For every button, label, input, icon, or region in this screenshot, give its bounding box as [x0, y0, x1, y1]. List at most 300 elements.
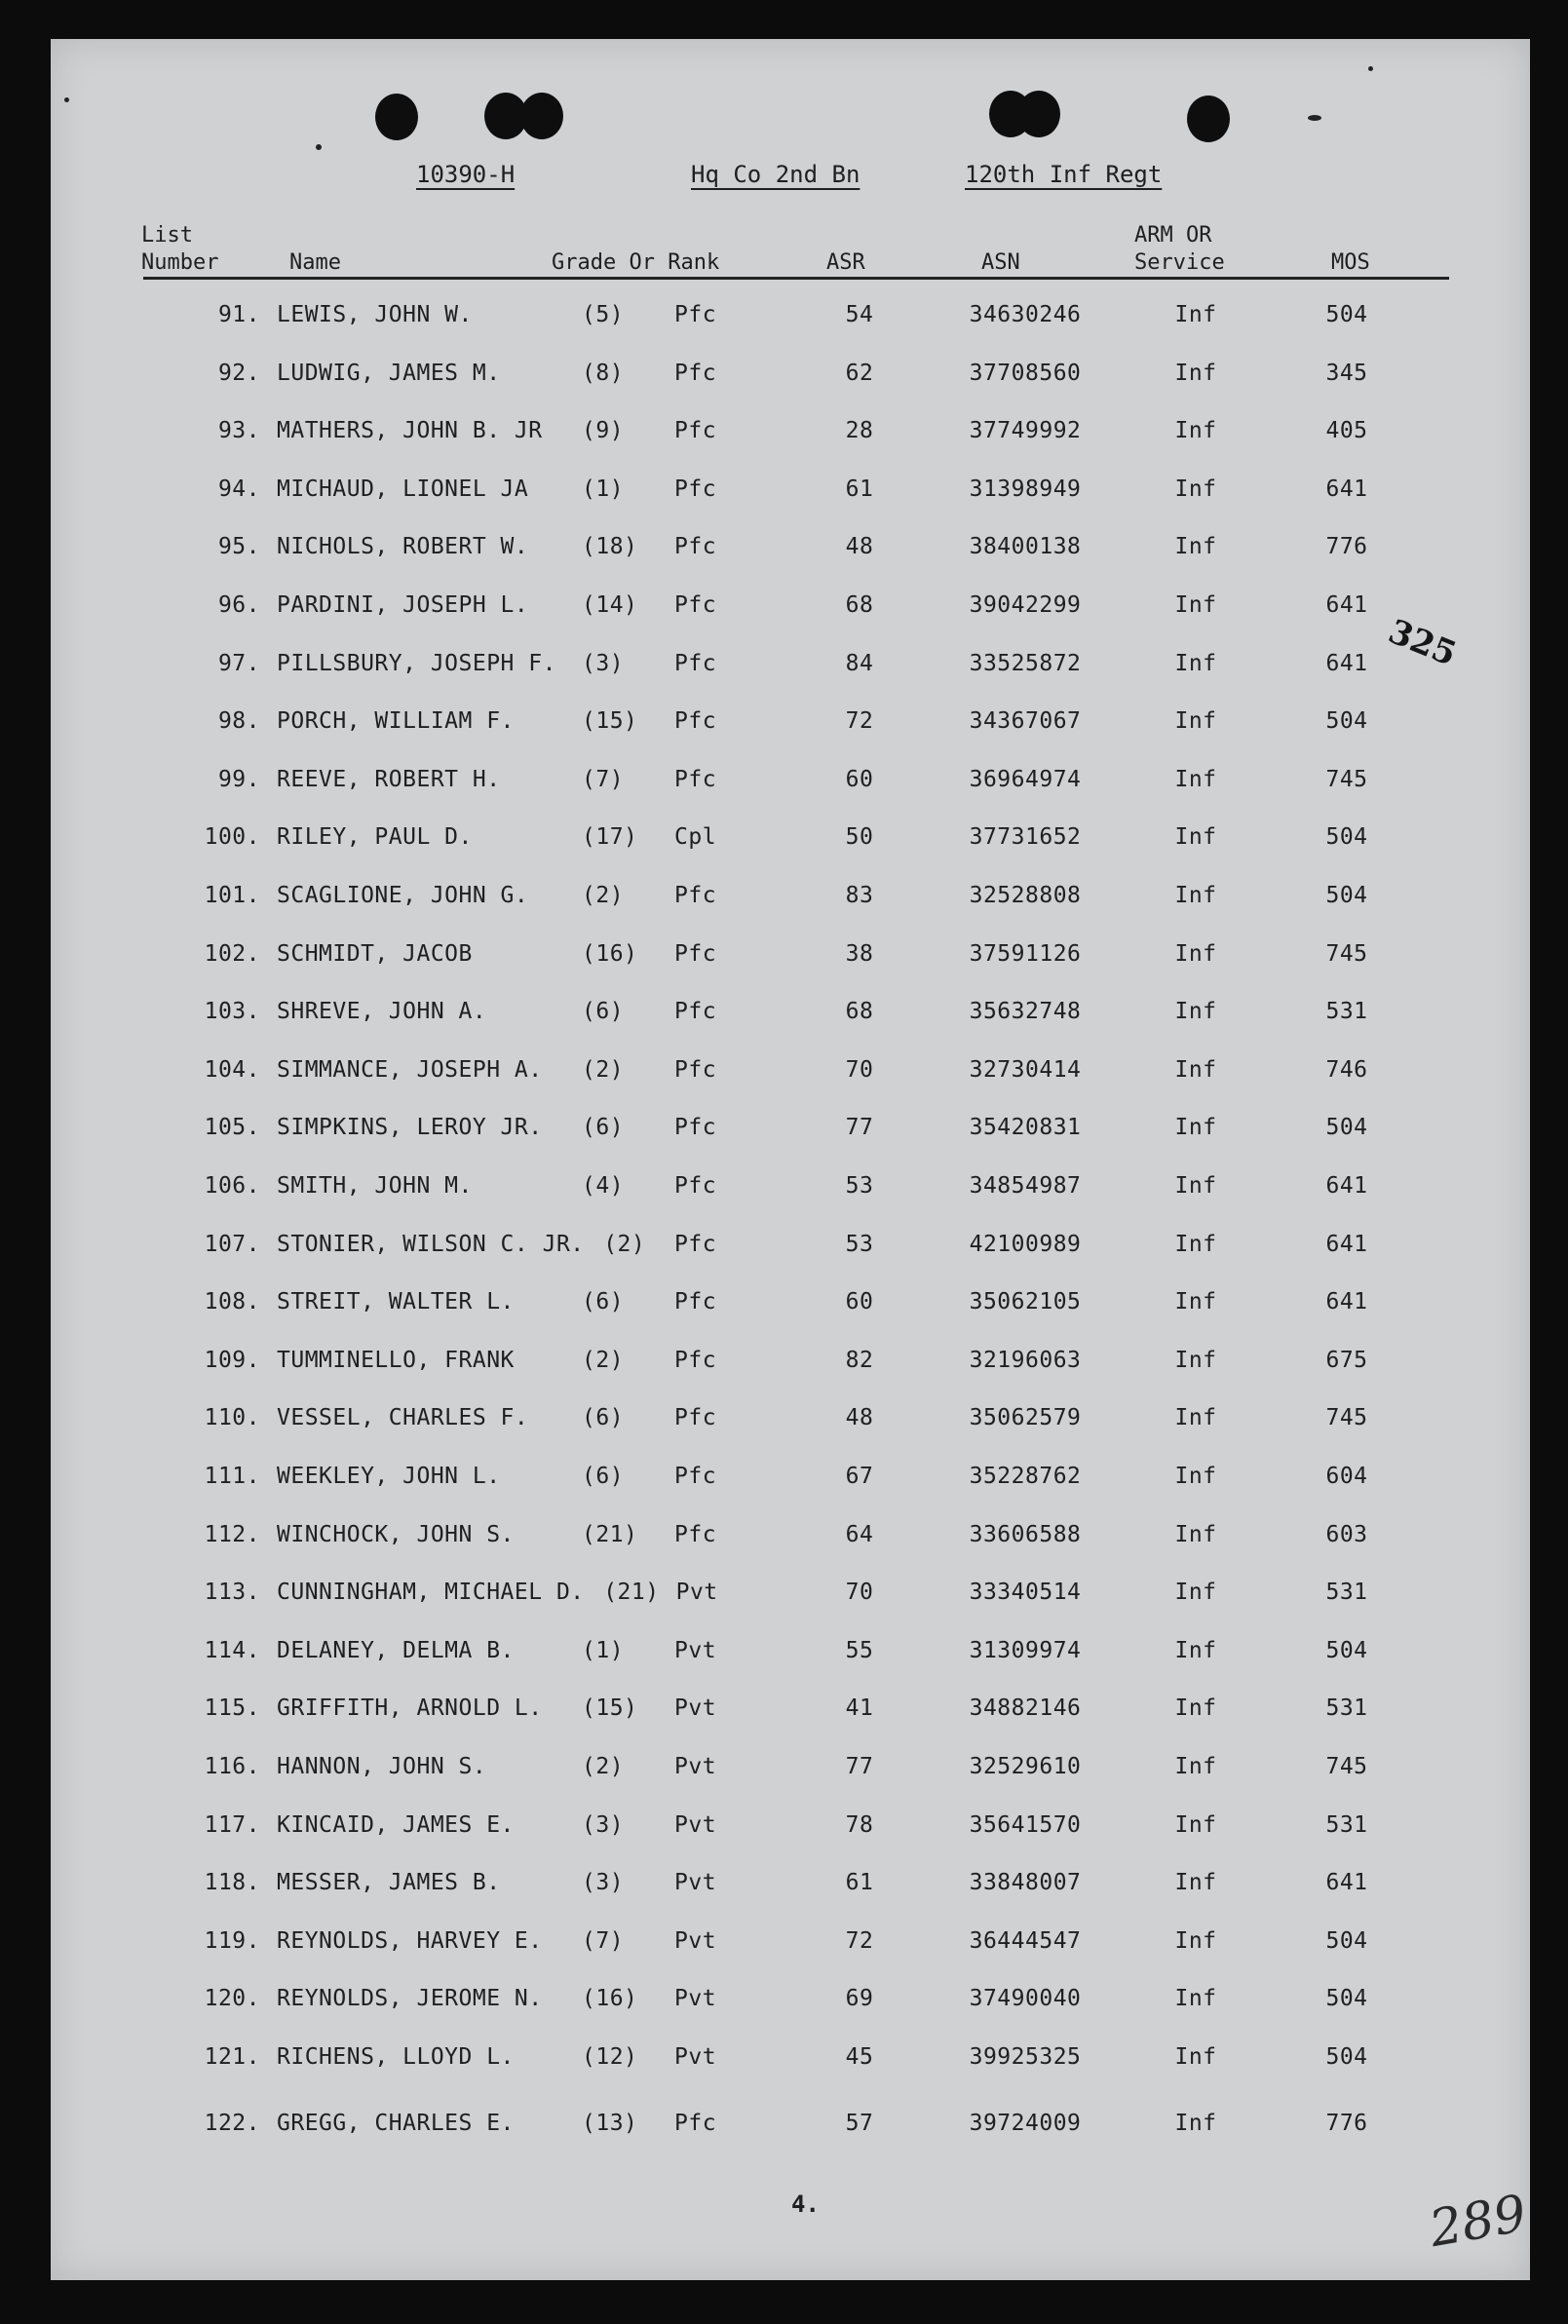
row-asn: 34882146 — [969, 1695, 1082, 1722]
row-name: STREIT, WALTER L. — [277, 1289, 515, 1315]
row-asn: 34367067 — [969, 708, 1082, 735]
row-number: 122. — [204, 2110, 260, 2136]
col-arm-service: ARM OR Service — [1134, 223, 1225, 275]
row-name: MATHERS, JOHN B. JR — [277, 418, 543, 444]
row-arm: Inf — [1174, 766, 1217, 792]
row-mos: 604 — [1325, 1464, 1368, 1489]
row-asr: 64 — [845, 1521, 874, 1547]
row-grade: Pfc — [674, 1231, 717, 1257]
document-page — [51, 39, 1530, 2280]
row-asr: 77 — [845, 1115, 874, 1141]
row-number: 96. — [217, 592, 260, 618]
row-number: 119. — [204, 1927, 260, 1954]
row-asn: 37591126 — [969, 940, 1082, 967]
row-arm: Inf — [1174, 1927, 1217, 1954]
row-mos: 504 — [1325, 1986, 1368, 2012]
table-row — [51, 476, 1530, 515]
row-code: (3) — [582, 1870, 625, 1896]
row-asr: 77 — [845, 1754, 874, 1779]
row-name: SMITH, JOHN M. — [277, 1173, 473, 1199]
row-number: 101. — [204, 883, 260, 908]
row-code: (18) — [582, 534, 638, 560]
row-grade: Pfc — [674, 360, 717, 386]
row-mos: 603 — [1325, 1521, 1368, 1547]
row-asn: 35062105 — [969, 1289, 1082, 1315]
row-mos: 745 — [1325, 766, 1368, 792]
row-name: KINCAID, JAMES E. — [277, 1811, 515, 1838]
row-mos: 641 — [1325, 1231, 1368, 1257]
row-number: 91. — [217, 302, 260, 327]
row-arm: Inf — [1174, 1870, 1217, 1896]
row-number: 117. — [204, 1811, 260, 1838]
row-grade: Pvt — [674, 1870, 717, 1896]
table-row — [51, 883, 1530, 922]
row-asr: 38 — [845, 940, 874, 967]
table-row — [51, 1870, 1530, 1909]
row-grade: Pfc — [674, 1347, 717, 1373]
row-arm: Inf — [1174, 592, 1217, 618]
row-arm: Inf — [1174, 2110, 1217, 2136]
row-asn: 37731652 — [969, 824, 1082, 851]
row-arm: Inf — [1174, 534, 1217, 560]
row-number: 102. — [204, 940, 260, 967]
row-number: 98. — [217, 708, 260, 735]
table-row — [51, 767, 1530, 806]
row-asr: 45 — [845, 2044, 874, 2070]
row-asn: 36964974 — [969, 766, 1082, 792]
row-code: (2) — [582, 883, 625, 908]
table-row — [51, 1986, 1530, 2025]
row-name: SIMPKINS, LEROY JR. — [277, 1115, 543, 1141]
row-grade: Pfc — [674, 940, 717, 967]
row-number: 111. — [204, 1464, 260, 1489]
row-arm: Inf — [1174, 1289, 1217, 1315]
row-number: 110. — [204, 1405, 260, 1431]
row-grade: Pfc — [674, 302, 717, 327]
row-asr: 70 — [845, 1056, 874, 1083]
row-number: 107. — [204, 1231, 260, 1257]
handwritten-number: 289 — [1425, 2184, 1531, 2260]
row-asn: 33340514 — [969, 1580, 1082, 1606]
row-number: 99. — [217, 766, 260, 792]
table-row — [51, 1580, 1530, 1619]
row-code: (16) — [582, 940, 638, 967]
page-number: 4. — [791, 2191, 820, 2218]
row-asn: 33606588 — [969, 1521, 1082, 1547]
row-arm: Inf — [1174, 1173, 1217, 1199]
row-name: GREGG, CHARLES E. — [277, 2110, 515, 2136]
row-grade: Pfc — [674, 1056, 717, 1083]
row-grade: Pvt — [674, 1695, 717, 1722]
row-code: (6) — [582, 1405, 625, 1431]
row-asn: 32528808 — [969, 883, 1082, 908]
table-row — [51, 941, 1530, 980]
row-number: 115. — [204, 1695, 260, 1722]
table-row — [51, 2111, 1530, 2150]
row-arm: Inf — [1174, 883, 1217, 908]
row-code: (16) — [582, 1986, 638, 2012]
row-asr: 48 — [845, 1405, 874, 1431]
row-arm: Inf — [1174, 2044, 1217, 2070]
row-arm: Inf — [1174, 1231, 1217, 1257]
row-name: SHREVE, JOHN A. — [277, 999, 487, 1025]
row-name: MESSER, JAMES B. — [277, 1870, 501, 1896]
row-arm: Inf — [1174, 1580, 1217, 1606]
row-mos: 776 — [1325, 534, 1368, 560]
row-mos: 504 — [1325, 1637, 1368, 1663]
row-arm: Inf — [1174, 1115, 1217, 1141]
col-grade: Grade Or Rank — [552, 250, 720, 275]
table-row — [51, 592, 1530, 631]
row-number: 112. — [204, 1521, 260, 1547]
row-name: WINCHOCK, JOHN S. — [277, 1521, 515, 1547]
table-row — [51, 1695, 1530, 1734]
row-asr: 28 — [845, 418, 874, 444]
row-mos: 504 — [1325, 708, 1368, 735]
row-grade: Pfc — [674, 1464, 717, 1489]
row-code: (8) — [582, 360, 625, 386]
row-arm: Inf — [1174, 1347, 1217, 1373]
row-mos: 745 — [1325, 940, 1368, 967]
row-name: GRIFFITH, ARNOLD L. — [277, 1695, 543, 1722]
row-asn: 32529610 — [969, 1754, 1082, 1779]
table-row — [51, 1928, 1530, 1967]
row-asr: 50 — [845, 824, 874, 851]
row-grade: Pvt — [674, 1754, 717, 1779]
ink-fleck — [64, 97, 69, 102]
row-number: 109. — [204, 1347, 260, 1373]
row-code: (7) — [582, 1927, 625, 1954]
row-grade: Pfc — [674, 2110, 717, 2136]
row-asn: 31309974 — [969, 1637, 1082, 1663]
row-grade: Pfc — [674, 708, 717, 735]
row-asr: 41 — [845, 1695, 874, 1722]
row-grade: Pfc — [674, 1521, 717, 1547]
row-mos: 504 — [1325, 824, 1368, 851]
header-rule — [143, 277, 1449, 280]
row-arm: Inf — [1174, 1986, 1217, 2012]
regiment: 120th Inf Regt — [965, 161, 1163, 188]
row-name: REEVE, ROBERT H. — [277, 766, 501, 792]
punch-hole — [520, 93, 563, 139]
row-name: PILLSBURY, JOSEPH F. — [277, 650, 556, 676]
table-row — [51, 302, 1530, 341]
row-asn: 35632748 — [969, 999, 1082, 1025]
col-asn: ASN — [981, 250, 1020, 275]
row-grade: Pfc — [674, 999, 717, 1025]
row-asn: 42100989 — [969, 1231, 1082, 1257]
table-row — [51, 1115, 1530, 1154]
table-row — [51, 2044, 1530, 2083]
row-asn: 33525872 — [969, 650, 1082, 676]
row-code: (6) — [582, 999, 625, 1025]
table-row — [51, 708, 1530, 747]
row-grade: Pfc — [674, 592, 717, 618]
row-asn: 38400138 — [969, 534, 1082, 560]
row-code: (4) — [582, 1173, 625, 1199]
file-number: 10390-H — [416, 161, 516, 188]
table-row — [51, 1522, 1530, 1561]
row-asn: 34854987 — [969, 1173, 1082, 1199]
col-list-number: List Number — [141, 223, 219, 275]
row-asr: 48 — [845, 534, 874, 560]
row-mos: 641 — [1325, 592, 1368, 618]
row-name: HANNON, JOHN S. — [277, 1754, 487, 1779]
row-name: RICHENS, LLOYD L. — [277, 2044, 515, 2070]
row-mos: 531 — [1325, 1811, 1368, 1838]
row-asn: 32196063 — [969, 1347, 1082, 1373]
row-arm: Inf — [1174, 940, 1217, 967]
row-number: 100. — [204, 824, 260, 851]
row-asn: 31398949 — [969, 476, 1082, 502]
row-mos: 504 — [1325, 2044, 1368, 2070]
row-arm: Inf — [1174, 476, 1217, 502]
table-row — [51, 1289, 1530, 1328]
row-arm: Inf — [1174, 1056, 1217, 1083]
row-name: SIMMANCE, JOSEPH A. — [277, 1056, 543, 1083]
row-mos: 641 — [1325, 1870, 1368, 1896]
row-number: 106. — [204, 1173, 260, 1199]
row-grade: Pvt — [674, 1986, 717, 2012]
row-grade: Pvt — [674, 1637, 717, 1663]
row-asn: 39724009 — [969, 2110, 1082, 2136]
table-row — [51, 1057, 1530, 1096]
row-asr: 68 — [845, 592, 874, 618]
row-arm: Inf — [1174, 360, 1217, 386]
row-asn: 35062579 — [969, 1405, 1082, 1431]
row-name: CUNNINGHAM, MICHAEL D. — [277, 1580, 585, 1606]
row-name: DELANEY, DELMA B. — [277, 1637, 515, 1663]
row-asn: 33848007 — [969, 1870, 1082, 1896]
row-asn: 37708560 — [969, 360, 1082, 386]
row-asr: 61 — [845, 476, 874, 502]
row-grade: Pfc — [674, 418, 717, 444]
row-grade: Pfc — [674, 1115, 717, 1141]
row-mos: 641 — [1325, 1173, 1368, 1199]
row-asr: 68 — [845, 999, 874, 1025]
row-code: (2) — [582, 1754, 625, 1779]
row-arm: Inf — [1174, 1405, 1217, 1431]
row-name: NICHOLS, ROBERT W. — [277, 534, 529, 560]
row-number: 118. — [204, 1870, 260, 1896]
row-asr: 55 — [845, 1637, 874, 1663]
punch-hole — [375, 94, 418, 140]
row-code: (13) — [582, 2110, 638, 2136]
row-number: 114. — [204, 1637, 260, 1663]
row-arm: Inf — [1174, 418, 1217, 444]
row-mos: 531 — [1325, 1580, 1368, 1606]
row-asr: 60 — [845, 766, 874, 792]
row-name: PARDINI, JOSEPH L. — [277, 592, 529, 618]
table-row — [51, 1405, 1530, 1444]
row-mos: 641 — [1325, 650, 1368, 676]
row-mos: 641 — [1325, 476, 1368, 502]
ink-fleck — [316, 144, 322, 150]
row-arm: Inf — [1174, 650, 1217, 676]
row-name: SCAGLIONE, JOHN G. — [277, 883, 529, 908]
col-asr: ASR — [826, 250, 865, 275]
row-code: (6) — [582, 1464, 625, 1489]
row-grade: Pfc — [674, 1173, 717, 1199]
row-number: 104. — [204, 1056, 260, 1083]
row-arm: Inf — [1174, 1695, 1217, 1722]
row-grade: Pfc — [674, 883, 717, 908]
row-name: PORCH, WILLIAM F. — [277, 708, 515, 735]
row-asr: 72 — [845, 1927, 874, 1954]
row-mos: 504 — [1325, 302, 1368, 327]
row-arm: Inf — [1174, 302, 1217, 327]
row-number: 93. — [217, 418, 260, 444]
row-asr: 83 — [845, 883, 874, 908]
row-grade: Pfc — [674, 650, 717, 676]
row-name: RILEY, PAUL D. — [277, 824, 473, 851]
table-row — [51, 999, 1530, 1038]
row-grade: Cpl — [674, 824, 717, 851]
row-mos: 746 — [1325, 1056, 1368, 1083]
row-asn: 39042299 — [969, 592, 1082, 618]
table-row — [51, 1812, 1530, 1851]
row-name: REYNOLDS, JEROME N. — [277, 1986, 543, 2012]
row-code: (21) — [582, 1521, 638, 1547]
row-asr: 57 — [845, 2110, 874, 2136]
row-asr: 84 — [845, 650, 874, 676]
row-code: (14) — [582, 592, 638, 618]
row-name: SCHMIDT, JACOB — [277, 940, 473, 967]
row-arm: Inf — [1174, 1521, 1217, 1547]
table-row — [51, 418, 1530, 457]
row-asn: 39925325 — [969, 2044, 1082, 2070]
row-number: 121. — [204, 2044, 260, 2070]
row-arm: Inf — [1174, 1754, 1217, 1779]
row-name: REYNOLDS, HARVEY E. — [277, 1927, 543, 1954]
row-code: (2) — [582, 1347, 625, 1373]
table-row — [51, 534, 1530, 573]
row-mos: 641 — [1325, 1289, 1368, 1315]
row-mos: 504 — [1325, 1115, 1368, 1141]
row-asr: 62 — [845, 360, 874, 386]
row-number: 92. — [217, 360, 260, 386]
row-number: 95. — [217, 534, 260, 560]
row-grade: Pfc — [674, 1405, 717, 1431]
table-row — [51, 1173, 1530, 1212]
row-asr: 53 — [845, 1231, 874, 1257]
row-asr: 78 — [845, 1811, 874, 1838]
table-row — [51, 361, 1530, 400]
row-asn: 35420831 — [969, 1115, 1082, 1141]
table-row — [51, 1348, 1530, 1387]
row-code: (9) — [582, 418, 625, 444]
row-number: 103. — [204, 999, 260, 1025]
row-code: (6) — [582, 1289, 625, 1315]
row-mos: 776 — [1325, 2110, 1368, 2136]
row-grade: Pfc — [674, 1289, 717, 1315]
row-asr: 82 — [845, 1347, 874, 1373]
row-asn: 35228762 — [969, 1464, 1082, 1489]
table-row — [51, 1232, 1530, 1271]
row-asr: 69 — [845, 1986, 874, 2012]
row-arm: Inf — [1174, 1637, 1217, 1663]
row-mos: 745 — [1325, 1754, 1368, 1779]
table-row — [51, 651, 1530, 690]
row-code: (17) — [582, 824, 638, 851]
row-arm: Inf — [1174, 824, 1217, 851]
row-name: MICHAUD, LIONEL JA — [277, 476, 529, 502]
row-asn: 35641570 — [969, 1811, 1082, 1838]
punch-hole — [1187, 95, 1230, 142]
row-grade: Pvt — [674, 1811, 717, 1838]
row-asr: 61 — [845, 1870, 874, 1896]
row-name: STONIER, WILSON C. JR. — [277, 1231, 585, 1257]
table-row — [51, 824, 1530, 863]
row-grade: Pvt — [674, 2044, 717, 2070]
row-number: 97. — [217, 650, 260, 676]
row-code: (12) — [582, 2044, 638, 2070]
row-number: 108. — [204, 1289, 260, 1315]
row-number: 116. — [204, 1754, 260, 1779]
company-unit: Hq Co 2nd Bn — [691, 161, 860, 188]
row-code: (1) — [582, 476, 625, 502]
row-code: (6) — [582, 1115, 625, 1141]
row-code: (3) — [582, 1811, 625, 1838]
row-asr: 60 — [845, 1289, 874, 1315]
row-arm: Inf — [1174, 999, 1217, 1025]
row-mos: 531 — [1325, 999, 1368, 1025]
row-asn: 32730414 — [969, 1056, 1082, 1083]
row-grade: Pfc — [674, 476, 717, 502]
row-asr: 72 — [845, 708, 874, 735]
row-grade: Pvt — [674, 1927, 717, 1954]
row-number: 120. — [204, 1986, 260, 2012]
row-asn: 34630246 — [969, 302, 1082, 327]
row-mos: 675 — [1325, 1347, 1368, 1373]
row-asn: 37490040 — [969, 1986, 1082, 2012]
col-mos: MOS — [1331, 250, 1370, 275]
row-code: (15) — [582, 708, 638, 735]
row-name: LEWIS, JOHN W. — [277, 302, 473, 327]
row-asr: 67 — [845, 1464, 874, 1489]
row-name: WEEKLEY, JOHN L. — [277, 1464, 501, 1489]
row-number: 105. — [204, 1115, 260, 1141]
row-number: 113. — [204, 1580, 260, 1606]
row-mos: 745 — [1325, 1405, 1368, 1431]
row-code: (7) — [582, 766, 625, 792]
row-code: (2) — [603, 1231, 646, 1257]
row-name: LUDWIG, JAMES M. — [277, 360, 501, 386]
punch-hole — [1017, 91, 1060, 137]
row-asr: 54 — [845, 302, 874, 327]
stamped-number: 325 — [1383, 612, 1462, 674]
row-number: 94. — [217, 476, 260, 502]
row-grade: Pfc — [674, 766, 717, 792]
row-grade: Pfc — [674, 534, 717, 560]
row-mos: 504 — [1325, 883, 1368, 908]
row-arm: Inf — [1174, 708, 1217, 735]
row-code: (3) — [582, 650, 625, 676]
table-row — [51, 1638, 1530, 1677]
row-code: (21) — [603, 1580, 660, 1606]
row-asr: 53 — [845, 1173, 874, 1199]
row-arm: Inf — [1174, 1464, 1217, 1489]
row-code: (1) — [582, 1637, 625, 1663]
row-code: (2) — [582, 1056, 625, 1083]
row-mos: 504 — [1325, 1927, 1368, 1954]
col-name: Name — [289, 250, 341, 275]
row-mos: 531 — [1325, 1695, 1368, 1722]
ink-fleck — [1368, 66, 1373, 71]
table-row — [51, 1464, 1530, 1503]
row-name: TUMMINELLO, FRANK — [277, 1347, 515, 1373]
row-name: VESSEL, CHARLES F. — [277, 1405, 529, 1431]
